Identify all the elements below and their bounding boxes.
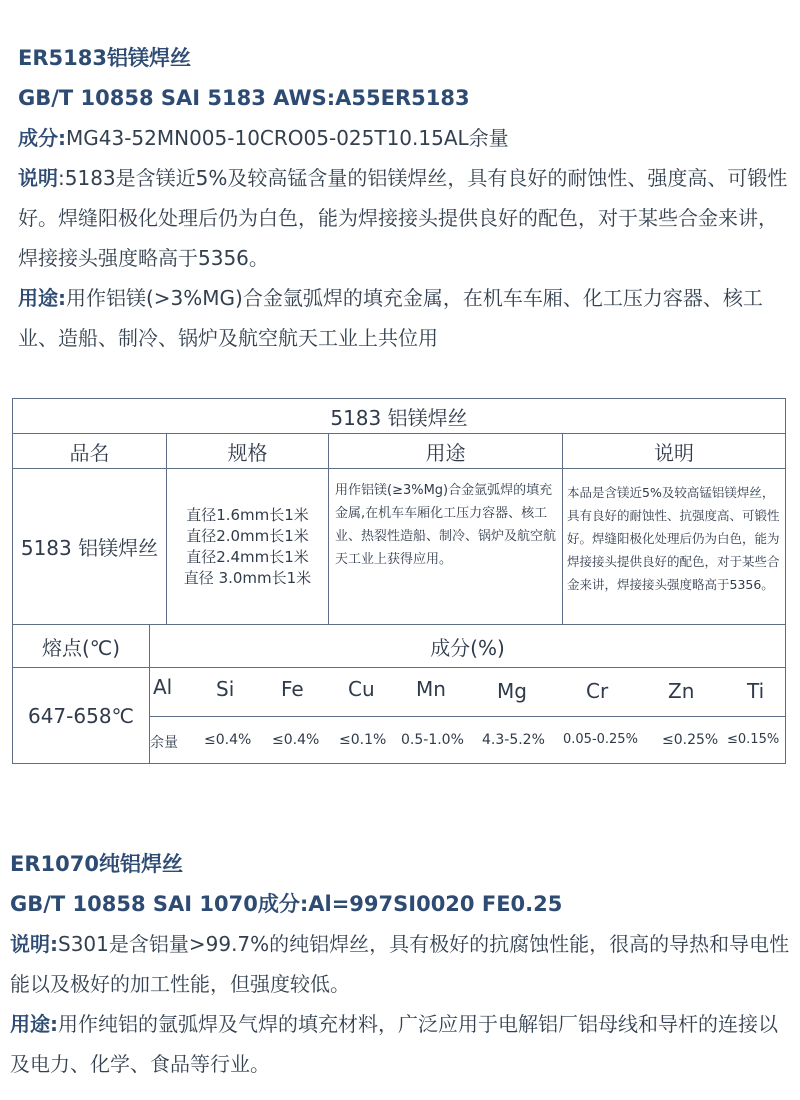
section-er1070 <box>10 844 790 1084</box>
element-si: Si <box>216 677 235 701</box>
spec-item: 直径 3.0mm长1米 <box>183 568 312 587</box>
value-fe: ≤0.4% <box>272 732 320 748</box>
element-cu: Cu <box>348 677 375 701</box>
value-zn: ≤0.25% <box>662 732 719 748</box>
description-label: 说明: <box>10 932 58 956</box>
element-mn: Mn <box>416 677 446 701</box>
element-al: Al <box>153 675 173 699</box>
description-paragraph <box>18 158 793 278</box>
note-cell <box>562 468 786 625</box>
value-cr: 0.05-0.25% <box>563 732 638 747</box>
usage-text: 用作铝镁(>3%MG)合金氩弧焊的填充金属，在机车车厢、化工压力容器、核工业、造船、制冷、锅炉及航空航天工业上共位用 <box>18 286 763 350</box>
header-usage: 用途 <box>328 433 563 469</box>
usage-label: 用途: <box>18 286 66 310</box>
standard-line: GB/T 10858 SAI 1070成分:Al=997SI0020 FE0.25 <box>10 892 563 916</box>
composition-label: 成分: <box>18 126 66 150</box>
melting-value: 647-658℃ <box>12 667 150 764</box>
description-text: :5183是含镁近5%及较高锰含量的铝镁焊丝，具有良好的耐蚀性、强度高、可锻性好。焊缝阳极化处理后仍为白色，能为焊接接头提供良好的配色，对于某些合金来讲，焊接接头强度略高于5356。 <box>18 166 788 270</box>
element-cr: Cr <box>586 679 609 703</box>
usage-paragraph <box>10 1004 790 1084</box>
header-name: 品名 <box>12 433 167 469</box>
value-si: ≤0.4% <box>204 732 252 748</box>
spec-item: 直径1.6mm长1米 <box>186 505 309 524</box>
element-zn: Zn <box>668 679 695 703</box>
usage-cell-text: 用作铝镁(≥3%Mg)合金氩弧焊的填充金属,在机车车厢化工压力容器、核工业、热裂性造船、制冷、锅炉及航空航天工业上获得应用。 <box>335 483 557 567</box>
header-note: 说明 <box>562 433 786 469</box>
spec-item: 直径2.4mm长1米 <box>186 547 309 566</box>
spec-item: 直径2.0mm长1米 <box>186 526 309 545</box>
composition-text: MG43-52MN005-10CRO05-025T10.15AL余量 <box>66 126 509 150</box>
value-cu: ≤0.1% <box>339 732 387 748</box>
usage-paragraph <box>18 278 793 358</box>
melting-label: 熔点(℃) <box>12 624 150 668</box>
value-al: 余量 <box>150 735 178 751</box>
value-mn: 0.5-1.0% <box>401 732 464 748</box>
spec-list <box>166 468 329 625</box>
note-cell-text: 本品是含镁近5%及较高锰铝镁焊丝，具有良好的耐蚀性、抗强度高、可锻性好。焊缝阳极化处理后仍为白色，能为焊接接头提供良好的配色，对于某些合金来讲，焊接接头强度略高于5356。 <box>567 485 780 592</box>
composition-header: 成分(%) <box>149 624 786 668</box>
product-name: 5183 铝镁焊丝 <box>12 468 167 625</box>
usage-text: 用作纯铝的氩弧焊及气焊的填充材料，广泛应用于电解铝厂铝母线和导杆的连接以及电力、化学、食品等行业。 <box>10 1012 778 1076</box>
header-spec: 规格 <box>166 433 329 469</box>
standard-line: GB/T 10858 SAI 5183 AWS:A55ER5183 <box>18 86 470 110</box>
section-er5183 <box>18 38 793 358</box>
table-title: 5183 铝镁焊丝 <box>12 398 786 434</box>
composition-line <box>18 118 793 158</box>
element-ti: Ti <box>747 679 765 703</box>
description-paragraph <box>10 924 790 1004</box>
spec-table <box>12 398 786 764</box>
description-text: S301是含铝量>99.7%的纯铝焊丝，具有极好的抗腐蚀性能，很高的导热和导电性能以及极好的加工性能，但强度较低。 <box>10 932 790 996</box>
value-mg: 4.3-5.2% <box>482 732 545 748</box>
usage-cell <box>328 468 563 625</box>
usage-label: 用途: <box>10 1012 58 1036</box>
value-ti: ≤0.15% <box>727 732 780 747</box>
section-title: ER5183铝镁焊丝 <box>18 46 191 70</box>
element-fe: Fe <box>281 677 304 701</box>
section-title: ER1070纯铝焊丝 <box>10 852 183 876</box>
element-mg: Mg <box>497 679 527 703</box>
description-label: 说明 <box>18 166 58 190</box>
